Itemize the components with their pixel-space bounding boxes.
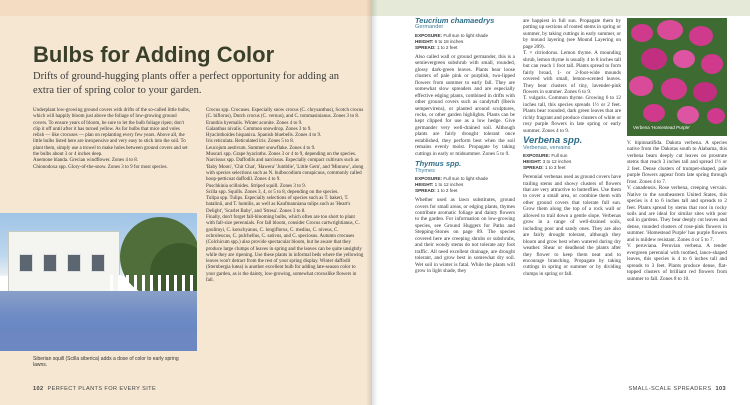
flower-cluster bbox=[701, 54, 723, 74]
right-page-header-band bbox=[372, 0, 750, 16]
left-column-a bbox=[33, 108, 191, 171]
plant-heading: Verbena spp. bbox=[523, 135, 583, 147]
flower-cluster bbox=[643, 104, 665, 122]
spec-label: EXPOSURE: bbox=[415, 176, 443, 182]
spec-value: 6 to 18 inches bbox=[434, 38, 464, 44]
left-page-header-band bbox=[0, 0, 372, 16]
right-column-3 bbox=[627, 140, 727, 282]
plant-entry: V. canadensis. Rose verbena, creeping vervain. Native to the southeastern United States, this species is 4 to 6 inches tall and spreads to 2 feet. Plants spread by stems that root in rocky soils and are ideal for similar sites with poor soil in gardens. They bear deeply cut leaves and dense, rounded clusters of rose-pink flowers in summer. 'Homestead Purple' has purple flowers and is mildew resistant. Zones 4 or 5 to 7. bbox=[627, 185, 727, 243]
plant-common-name: Thymes bbox=[415, 167, 435, 174]
body-paragraph: Finally, don't forget fall-blooming bulbs, which often are too short to plant with fall-size perennials. For fall bloom, consider Crocus cartwrightianus, C. goulimyi, C. kotschyanus, C. longiflorus, C. medius, C. niveus, C. ochroleucus, C. pulchellus, C. sativus, and C. speciosus. Autumn crocuses (Colchicum spp.) also provide spectacular bloom, but be aware that they produce large clumps of leaves in spring and the leaves can be quite unsightly while they are ripening. Use these plants in informal beds where the yellowing leaves won't detract from the rest of your spring display. Winter daffodil (Sternbergia lutea) is another excellent bulb for adding late-season color to your garden, as is the dainty, low-growing, somewhat crocuslike flowers in fall. bbox=[206, 215, 364, 284]
plant-common-name: Verbenas, vervains bbox=[523, 144, 571, 151]
right-column-1 bbox=[415, 18, 515, 275]
plant-heading: Thymus spp. bbox=[415, 159, 462, 169]
spec-label: SPREAD: bbox=[523, 165, 544, 171]
spec-value: 1 to 2 feet bbox=[436, 44, 458, 50]
bulb-entry: Anemone blanda. Grecian windflower. Zones 4 to 8. bbox=[33, 158, 138, 164]
right-folio bbox=[628, 386, 726, 392]
photo-window bbox=[91, 254, 105, 272]
bulb-entry: Eranthis hyemalis. Winter aconite. Zones 4 to 9. bbox=[206, 120, 303, 126]
verbena-photo-caption: Verbena 'Homestead Purple' bbox=[633, 125, 691, 130]
plant-heading: Teucrium chamaedrys bbox=[415, 16, 495, 25]
page-number: 103 bbox=[715, 386, 726, 392]
spec-value: 1 to 12 inches bbox=[434, 182, 464, 188]
spec-label: EXPOSURE: bbox=[415, 32, 443, 38]
spec-value: Full sun to light shade bbox=[443, 176, 489, 182]
flower-cluster bbox=[629, 76, 653, 96]
bulb-entry: Muscari spp. Grape hyacinths. Zones 3 or 4 to 9, depending on the species. bbox=[206, 152, 357, 158]
spec-spread bbox=[523, 165, 621, 171]
intro-paragraph: Drifts of ground-hugging plants offer a perfect opportunity for adding an extra tier of spring color to your garden. bbox=[33, 71, 339, 96]
spec-value: Full sun to light shade bbox=[443, 32, 489, 38]
bulb-entry: Tulipa spp. Tulips. Especially selections of species such as T. bakeri, T. batalinii, and T. humilis, as well as Kaufmanniana tulips such as 'Heart's Delight', 'Scarlet Baby', and 'Stresa'. Zones 3 to 8. bbox=[206, 196, 351, 214]
bulb-entry: Iris reticulata. Reticulated iris. Zones 5 to 8. bbox=[206, 139, 295, 145]
spec-value: Full sun bbox=[551, 153, 568, 159]
bulb-entry: Puschkinia scilloides. Striped squill. Zones 3 to 9. bbox=[206, 183, 306, 189]
siberian-squill-lawn-photo bbox=[0, 213, 197, 351]
photo-blue-lawn bbox=[0, 331, 197, 351]
bulb-entry: Galanthus nivalis. Common snowdrop. Zones 3 to 9. bbox=[206, 126, 312, 132]
photo-caption: Siberian squill (Scilla siberica) adds a dose of color to early spring lawns. bbox=[33, 356, 179, 369]
body-paragraph: Underplant low-growing ground covers with drifts of the so-called little bulbs, which will happily bloom just above the foliage of low-growing ground covers. To ensure years of bloom, be sure to let the bulb foliage ripen; don't clip it off until after it has turned yellow. As for bulbs that mice and voles relish — like crocuses — plan on replanting every few years. Above all, the little bulbs listed here are inexpensive and very easy to stick into the soil. To plant them, simply use a trowel to make holes between ground covers and set the bulbs about 3 or 4 inches deep. bbox=[33, 108, 191, 158]
spec-label: HEIGHT: bbox=[523, 159, 542, 165]
plant-entry: V. peruviana. Peruvian verbena. A tender evergreen perennial with toothed, lance-shaped leaves, this species is 4 to 6 inches tall and spreads to 3 feet. Plants produce dense, flat-topped clusters of brilliant red flowers from summer to fall. Zones 8 to 10. bbox=[627, 243, 727, 282]
book-gutter bbox=[366, 0, 378, 405]
bulb-entry: Crocus spp. Crocuses. Especially snow crocus (C. chrysanthus), Scotch crocus (C. biflorus), Dutch crocus (C. vernus), and C. tommasinianus. Zones 3 to 8. bbox=[206, 108, 364, 120]
plant-description: Perennial verbenas used as ground covers have trailing stems and showy clusters of flowers that are very attractive to butterflies. Use them to cover a small area, or combine them with other ground covers that tolerate full sun. Grow them along the top of a rock wall or allowed to trail down a gentle slope. Verbenas grow in a range of well-drained soils, including poor and sandy ones. They are also are fairly drought tolerant, although they bloom and grow best when watered during dry weather. Shear or deadhead the plants after they flower to keep them neat and to encourage branching. Propagate by taking cuttings in spring or summer or by dividing clumps in spring or fall. bbox=[523, 174, 621, 277]
spec-label: SPREAD: bbox=[415, 44, 436, 50]
flower-cluster bbox=[661, 78, 687, 100]
plant-description: are happiest in full sun. Propagate them by potting up sections of rooted stems in spring or summer, by taking cuttings in early summer, or by mound layering (see Mound Layering on page 209). bbox=[523, 18, 621, 50]
spec-label: HEIGHT: bbox=[415, 38, 434, 44]
flower-cluster bbox=[677, 106, 699, 124]
spec-label: SPREAD: bbox=[415, 188, 436, 194]
flower-cluster bbox=[689, 26, 713, 46]
spec-label: EXPOSURE: bbox=[523, 153, 551, 159]
flower-cluster bbox=[673, 50, 695, 68]
running-head: PERFECT PLANTS FOR EVERY SITE bbox=[47, 386, 157, 392]
left-column-b bbox=[206, 108, 364, 284]
spec-spread bbox=[415, 188, 515, 194]
running-head: SMALL-SCALE SPREADERS bbox=[628, 386, 712, 392]
plant-common-name: Germander bbox=[415, 24, 444, 31]
photo-window bbox=[19, 254, 33, 272]
left-page bbox=[0, 0, 372, 405]
flower-cluster bbox=[657, 20, 683, 40]
bulb-entry: Narcissus spp. Daffodils and narcissus. Especially compact cultivars such as 'Baby Moon', 'Chit Chat', 'Hawera' 'Jumblie', 'Little Gem', and 'Minnow', along with species selections such as N. bulbocodium conspicuus, commonly called hoop-petticoat daffodil. Zones 4 to 9. bbox=[206, 158, 364, 183]
plant-entry: T. × citriodorus. Lemon thyme. A mounding shrub, lemon thyme is usually 4 to 8 inches tall but can reach 1 foot tall. Plants spread to form fairly broad, 1- or 2-foot-wide mounds covered with small, lemon-scented leaves. They bear clusters of tiny, lavender-pink flowers in summer. Zones 6 to 9. bbox=[523, 50, 621, 95]
plant-entry: V. bipinnatifida. Dakota verbena. A species native from the Dakotas south to Alabama, this verbena bears deeply cut leaves on prostrate stems that reach 3 inches tall and spread 1½ or 2 feet. Dense clusters of trumpet-shaped, pale purple flowers appear from late spring through frost. Zones 4 to 7. bbox=[627, 140, 727, 185]
page-number: 102 bbox=[33, 386, 44, 392]
photo-window bbox=[43, 254, 57, 272]
flower-cluster bbox=[707, 108, 725, 124]
photo-house bbox=[8, 231, 120, 293]
flower-cluster bbox=[693, 82, 717, 102]
spec-spread bbox=[415, 45, 515, 51]
spec-value: 3 to 12 inches bbox=[542, 159, 572, 165]
spec-value: 1 to 3 feet bbox=[544, 165, 566, 171]
plant-entry: T. vulgaris. Common thyme. Growing 6 to 12 inches tall, this species spreads 1½ or 2 feet. Plants bear rounded, dark green leaves that are richly fragrant and produce clusters of white or rosy purple flowers in late spring or early summer. Zones 4 to 9. bbox=[523, 95, 621, 134]
bulb-entry: Scilla spp. Squills. Zones 3, 4, or 5 to 8, depending on the species. bbox=[206, 189, 339, 195]
page-title: Bulbs for Adding Color bbox=[33, 42, 275, 67]
bulb-entry: Hyacinthoides hispanica. Spanish bluebells. Zones 4 to 9. bbox=[206, 133, 322, 139]
spec-value: 1 to 2 feet bbox=[436, 188, 458, 194]
left-folio bbox=[33, 386, 156, 392]
bulb-entry: Chionodoxa spp. Glory-of-the-snow. Zones 3 to 9 for most species. bbox=[33, 164, 168, 170]
spec-label: HEIGHT: bbox=[415, 182, 434, 188]
verbena-homestead-purple-photo bbox=[627, 18, 727, 136]
bulb-entry: Leucojum aestivum. Summer snowflake. Zones 4 to 9. bbox=[206, 145, 316, 151]
plant-description: Also called wall or ground germander, this is a semievergreen subshrub with small, rounded, glossy dark-green leaves. Plants bear loose clusters of pale pink or purplish, two-lipped flowers from summer to early fall. They are somewhat slow spreaders and are especially effective edging plants, combined in drifts with other ground covers such as candytuft (Iberis sempervirens), or planted around sculptures, rocks, or other garden highlights. Plants can be kept clipped for use as a low hedge. Give germander very well-drained soil. Although plants are fairly drought tolerant once established, they perform best when the soil remains evenly moist. Propagate by taking cuttings in early or midsummer. Zones 5 to 9. bbox=[415, 53, 515, 157]
flower-cluster bbox=[641, 48, 667, 70]
plant-description: Whether used as lawn substitutes, ground covers for small areas, or edging plants, thymes contribute aromatic foliage and dainty flowers to the garden. For information on low-growing species, see Ground Huggers for Paths and Stepping-Stones on page 89. The species covered here are creeping shrubs or subshrubs, and their woody stems do not tolerate any foot traffic. All need excellent drainage, are drought tolerant, and grow best in somewhat dry soil. Wet soil in winter is fatal. While the plants will grow in light shade, they bbox=[415, 197, 515, 275]
photo-window bbox=[67, 254, 81, 272]
flower-cluster bbox=[631, 24, 653, 42]
right-column-2 bbox=[523, 18, 621, 277]
